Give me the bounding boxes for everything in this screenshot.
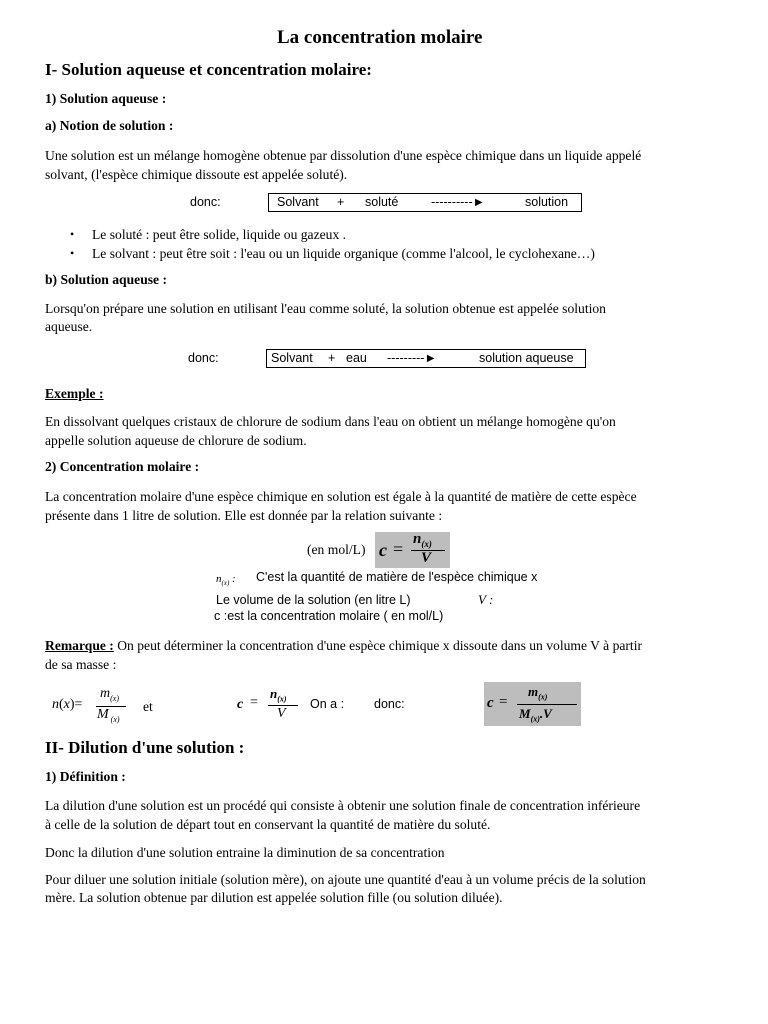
et-text: et <box>143 699 153 714</box>
arrow-text: ---------► <box>387 351 437 365</box>
remark-label: Remarque : <box>45 638 114 653</box>
donc-label: donc: <box>188 351 219 365</box>
donc-text: donc: <box>374 697 405 711</box>
paragraph-line: à celle de la solution de départ tout en conservant la quantité de matière du soluté. <box>45 817 491 832</box>
reaction-box-aqueous <box>266 349 586 368</box>
definition-n: C'est la quantité de matière de l'espèce chimique x <box>256 570 538 584</box>
solvant-text: Solvant <box>271 351 313 365</box>
aqueous-solution-text: solution aqueuse <box>479 351 574 365</box>
solute-text: soluté <box>365 195 399 209</box>
definition-v: Le volume de la solution (en litre L) <box>216 593 411 607</box>
remark-line <box>45 636 642 655</box>
paragraph-line: appelle solution aqueuse de chlorure de sodium. <box>45 433 307 448</box>
formula-mass-num: $m_{(x)}$ <box>100 686 120 703</box>
paragraph-line: mère. La solution obtenue par dilution est appelée solution fille (ou solution diluée). <box>45 890 503 905</box>
formula-unit: (en mol/L) <box>307 542 366 557</box>
section-2-heading: II- Dilution d'une solution : <box>45 738 245 757</box>
subheading-concentration-molaire: 2) Concentration molaire : <box>45 459 200 474</box>
reaction-box-solution <box>268 193 582 212</box>
formula-n-num: $n_{(x)}$ <box>270 686 287 704</box>
subheading-notion-solution: a) Notion de solution : <box>45 118 174 133</box>
paragraph-line: En dissolvant quelques cristaux de chlorure de sodium dans l'eau on obtient un mélange homogène qu'on <box>45 414 616 429</box>
subheading-solution-aqueuse: 1) Solution aqueuse : <box>45 91 167 106</box>
arrow-text: ----------► <box>431 195 485 209</box>
paragraph-line: de sa masse : <box>45 657 117 672</box>
page-title: La concentration molaire <box>277 27 483 48</box>
paragraph-line: Pour diluer une solution initiale (solution mère), on ajoute une quantité d'eau à un volume précis de la solution <box>45 872 646 887</box>
paragraph-line: présente dans 1 litre de solution. Elle est donnée par la relation suivante : <box>45 508 443 523</box>
paragraph-line: La concentration molaire d'une espèce chimique en solution est égale à la quantité de matière de cette espèce <box>45 489 637 504</box>
section-1-heading: I- Solution aqueuse et concentration molaire: <box>45 60 372 79</box>
paragraph-line: Une solution est un mélange homogène obtenue par dissolution d'une espèce chimique dans un liquide appelé <box>45 148 642 163</box>
paragraph-line: Lorsqu'on prépare une solution en utilisant l'eau comme soluté, la solution obtenue est appelée solution <box>45 301 606 316</box>
formula-concentration-mass: c = $m_{(x)}$ $M_{(x)}.V$ <box>484 682 581 726</box>
formula-c: c <box>237 697 244 712</box>
subheading-solution-aqueuse-b: b) Solution aqueuse : <box>45 272 167 287</box>
paragraph-line: solvant, (l'espèce chimique dissoute est appelée soluté). <box>45 167 348 182</box>
definition-c: c :est la concentration molaire ( en mol/L) <box>214 609 444 623</box>
paragraph-line: La dilution d'une solution est un procédé qui consiste à obtenir une solution finale de concentration inférieure <box>45 798 641 813</box>
donc-label: donc: <box>190 195 221 209</box>
formula-n-mass: n(x)= <box>52 697 83 712</box>
example-label: Exemple : <box>45 386 104 401</box>
water-text: eau <box>346 351 367 365</box>
bullet-icon: • <box>70 227 75 241</box>
symbol-n: $n_{(x)}$ : <box>216 573 236 588</box>
symbol-v: V : <box>478 592 494 607</box>
on-a-text: On a : <box>310 697 345 711</box>
formula-concentration: c = $n_{(x)}$ V <box>375 532 450 568</box>
bullet-icon: • <box>70 246 75 260</box>
subheading-definition: 1) Définition : <box>45 769 126 784</box>
plus-sign: + <box>328 351 336 365</box>
list-item: Le solvant : peut être soit : l'eau ou un liquide organique (comme l'alcool, le cyclohexane…) <box>92 246 595 261</box>
solvant-text: Solvant <box>277 195 319 209</box>
plus-sign: + <box>337 195 345 209</box>
paragraph-line: Donc la dilution d'une solution entraine la diminution de sa concentration <box>45 845 445 860</box>
formula-molar-mass: M $_{(x)}$ <box>97 707 120 724</box>
formula-v-den: V <box>277 706 286 721</box>
paragraph-line: aqueuse. <box>45 319 93 334</box>
list-item: Le soluté : peut être solide, liquide ou gazeux . <box>92 227 347 242</box>
remark-text: On peut déterminer la concentration d'une espèce chimique x dissoute dans un volume V à partir <box>113 638 643 653</box>
solution-text: solution <box>525 195 569 209</box>
equals-sign: = <box>250 695 258 710</box>
